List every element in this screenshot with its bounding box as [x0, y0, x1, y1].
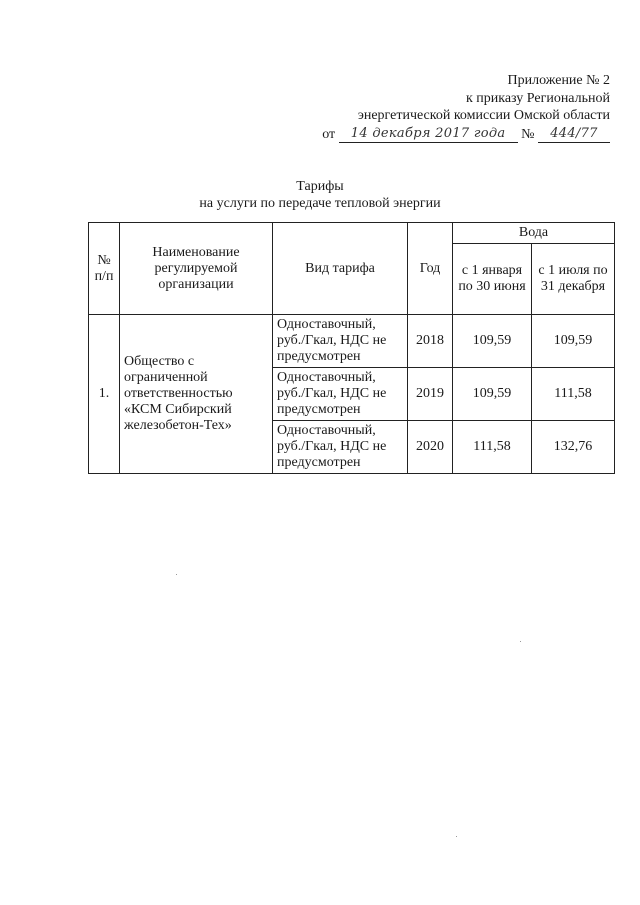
scan-speck	[456, 836, 457, 837]
appendix-commission: энергетической комиссии Омской области	[357, 108, 610, 123]
value-period-2: 132,76	[532, 421, 615, 474]
row-number: 1.	[89, 315, 120, 474]
tariffs-table	[88, 222, 615, 474]
appendix-number: Приложение № 2	[507, 73, 610, 88]
year-cell: 2020	[408, 421, 453, 474]
header-period-2: с 1 июля по 31 декабря	[532, 244, 615, 315]
year-cell: 2018	[408, 315, 453, 368]
value-period-1: 109,59	[453, 368, 532, 421]
header-num: № п/п	[89, 223, 120, 315]
number-label: №	[521, 126, 535, 142]
title-main: Тарифы	[296, 179, 344, 194]
tariff-kind-cell: Одноставочный, руб./Гкал, НДС не предусмотрен	[273, 421, 408, 474]
handwritten-number: 444/77	[538, 125, 610, 144]
header-tariff-kind: Вид тарифа	[273, 223, 408, 315]
organization-name: Общество с ограниченной ответственностью «КСМ Сибирский железобетон-Тех»	[120, 315, 273, 474]
from-label: от	[322, 126, 336, 142]
year-cell: 2019	[408, 368, 453, 421]
scan-speck	[520, 641, 521, 642]
appendix-date-line	[322, 125, 610, 144]
title-sub: на услуги по передаче тепловой энергии	[199, 196, 441, 211]
value-period-2: 111,58	[532, 368, 615, 421]
table-row	[89, 315, 615, 368]
value-period-2: 109,59	[532, 315, 615, 368]
header-organization: Наименование регулируемой организации	[120, 223, 273, 315]
header-water: Вода	[453, 223, 615, 244]
value-period-1: 109,59	[453, 315, 532, 368]
handwritten-date: 14 декабря 2017 года	[339, 125, 518, 144]
header-year: Год	[408, 223, 453, 315]
tariff-kind-cell: Одноставочный, руб./Гкал, НДС не предусмотрен	[273, 368, 408, 421]
appendix-block	[322, 72, 610, 143]
header-period-1: с 1 января по 30 июня	[453, 244, 532, 315]
appendix-order-ref: к приказу Региональной	[465, 90, 610, 106]
document-title	[0, 178, 640, 212]
value-period-1: 111,58	[453, 421, 532, 474]
tariff-kind-cell: Одноставочный, руб./Гкал, НДС не предусмотрен	[273, 315, 408, 368]
scan-speck	[176, 574, 177, 575]
